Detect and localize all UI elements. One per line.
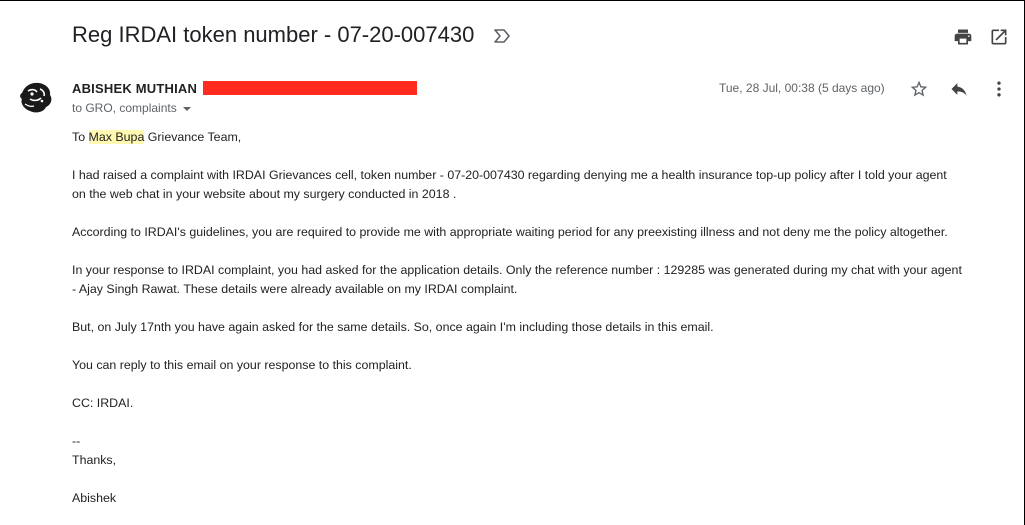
email-subject: Reg IRDAI token number - 07-20-007430: [72, 22, 475, 47]
paragraph-5: You can reply to this email on your response to this complaint.: [72, 358, 412, 372]
redacted-email-address: [203, 81, 417, 95]
print-icon[interactable]: [953, 27, 973, 47]
highlighted-company-name: Max Bupa: [88, 130, 145, 144]
reply-icon[interactable]: [949, 79, 969, 99]
blank-line: [72, 299, 1012, 318]
more-vertical-icon[interactable]: [989, 79, 1009, 99]
email-date: Tue, 28 Jul, 00:38 (5 days ago): [719, 81, 885, 95]
important-marker-icon[interactable]: [493, 28, 511, 44]
signature-separator: --: [72, 434, 81, 448]
paragraph-2: According to IRDAI's guidelines, you are required to provide me with appropriate waiting period for any preexisting illness and not deny me the policy altogether.: [72, 225, 948, 239]
frame-border-top: [0, 0, 1025, 1]
paragraph-6: CC: IRDAI.: [72, 396, 134, 410]
blank-line: [72, 337, 1012, 356]
recipients-dropdown[interactable]: [72, 101, 191, 115]
signature-thanks: Thanks,: [72, 453, 117, 467]
sender-name[interactable]: ABISHEK MUTHIAN: [72, 81, 198, 96]
blank-line: [72, 470, 1012, 489]
paragraph-4: But, on July 17nth you have again asked for the same details. So, once again I'm including those details in this email.: [72, 320, 714, 334]
paragraph-3-line-1: In your response to IRDAI complaint, you had asked for the application details. Only the reference number : 129285 was generated during my chat with your agent: [72, 263, 962, 277]
sender-avatar[interactable]: [16, 77, 56, 117]
blank-line: [72, 413, 1012, 432]
greeting-line: [72, 128, 1012, 147]
greeting-suffix: Grievance Team,: [147, 130, 242, 144]
paragraph-1-line-1: I had raised a complaint with IRDAI Grievances cell, token number - 07-20-007430 regarding denying me a health insurance top-up policy after I told your agent: [72, 168, 947, 182]
email-body: [72, 128, 1012, 508]
recipients-label: to GRO, complaints: [72, 101, 177, 115]
blank-line: [72, 375, 1012, 394]
paragraph-3-line-2: - Ajay Singh Rawat. These details were already available on my IRDAI complaint.: [72, 282, 518, 296]
blank-line: [72, 242, 1012, 261]
paragraph-1-line-2: on the web chat in your website about my surgery conducted in 2018 .: [72, 187, 457, 201]
greeting-prefix: To: [72, 130, 86, 144]
avatar-image: [16, 77, 56, 117]
star-icon[interactable]: [909, 79, 929, 99]
signature-name: Abishek: [72, 491, 117, 505]
blank-line: [72, 147, 1012, 166]
open-in-new-window-icon[interactable]: [989, 27, 1009, 47]
chevron-down-icon: [183, 107, 191, 111]
blank-line: [72, 204, 1012, 223]
